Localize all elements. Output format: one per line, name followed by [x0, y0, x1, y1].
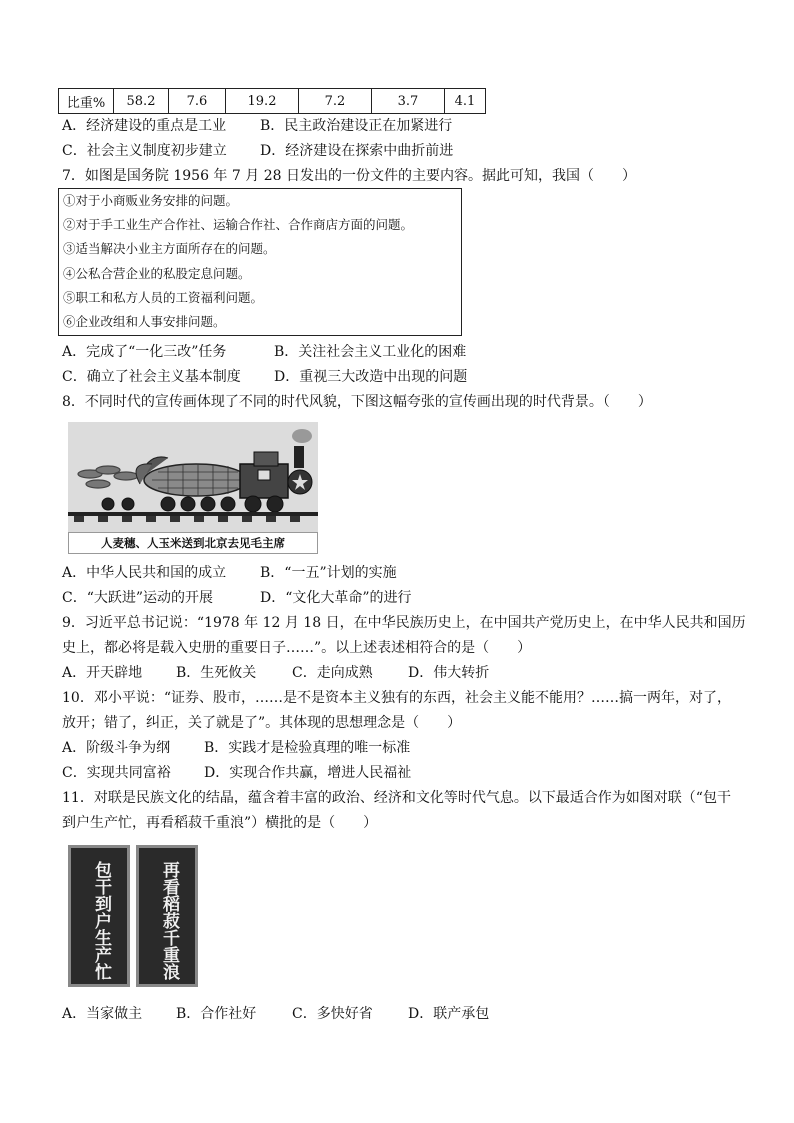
q8-option-c[interactable]: C．“大跃进”运动的开展 [62, 590, 214, 606]
q11-option-d[interactable]: D．联产承包 [408, 1006, 490, 1022]
q10-option-d[interactable]: D．实现合作共赢，增进人民福祉 [204, 765, 412, 781]
q8-options-row1 [62, 563, 397, 583]
table-cell: 7.6 [169, 89, 226, 114]
q8-options-row2 [62, 588, 412, 608]
q6-option-d[interactable]: D．经济建设在探索中曲折前进 [260, 143, 454, 159]
q9-option-a[interactable]: A．开天辟地 [62, 665, 143, 681]
q8-stem: 8．不同时代的宣传画体现了不同的时代风貌，下图这幅夸张的宣传画出现的时代背景。（ ） [62, 394, 652, 410]
q10-options-row2 [62, 763, 411, 783]
couplet-left-scroll [136, 845, 198, 987]
q7-box-item: ⑤职工和私方人员的工资福利问题。 [63, 290, 264, 305]
poster-caption: 人麦穗、人玉米送到北京去见毛主席 [68, 532, 318, 554]
q10-option-b[interactable]: B．实践才是检验真理的唯一标准 [204, 740, 411, 756]
q8-option-b[interactable]: B．“一五”计划的实施 [260, 565, 397, 581]
table-cell: 58.2 [114, 89, 169, 114]
q7-box-item: ③适当解决小业主方面所存在的问题。 [63, 241, 276, 256]
q11-option-c[interactable]: C．多快好省 [292, 1006, 373, 1022]
table-cell: 19.2 [226, 89, 299, 114]
couplet-right-text: 包干到户生产忙 [91, 860, 111, 980]
q9-options-row [62, 663, 489, 683]
q7-option-c[interactable]: C．确立了社会主义基本制度 [62, 369, 241, 385]
q7-option-d[interactable]: D．重视三大改造中出现的问题 [274, 369, 468, 385]
q6-option-a[interactable]: A．经济建设的重点是工业 [62, 118, 227, 134]
q7-stem: 7．如图是国务院 1956 年 7 月 28 日发出的一份文件的主要内容。据此可知，我国（ ） [62, 168, 636, 184]
q9-option-b[interactable]: B．生死攸关 [176, 665, 257, 681]
q10-stem-line1: 10．邓小平说：“证券、股市，……是不是资本主义独有的东西，社会主义能不能用？……搞一两年，对了， [62, 690, 731, 706]
q9-option-d[interactable]: D．伟大转折 [408, 665, 490, 681]
table-cell: 3.7 [372, 89, 445, 114]
q6-options-row1 [62, 116, 452, 136]
q8-option-a[interactable]: A．中华人民共和国的成立 [62, 565, 227, 581]
table-row [59, 89, 486, 114]
q7-options-row2 [62, 367, 467, 387]
q11-stem-line2: 到户生产忙，再看稻菽千重浪”）横批的是（ ） [62, 815, 378, 831]
couplet-right-scroll [68, 845, 130, 987]
q11-options-row [62, 1004, 489, 1024]
q9-stem-line2: 史上，都必将是载入史册的重要日子……”。以上述表述相符合的是（ ） [62, 640, 532, 656]
q11-option-b[interactable]: B．合作社好 [176, 1006, 257, 1022]
q10-stem-line2: 放开；错了，纠正，关了就是了”。其体现的思想理念是（ ） [62, 715, 462, 731]
q6-options-row2 [62, 141, 453, 161]
q10-option-c[interactable]: C．实现共同富裕 [62, 765, 171, 781]
q7-box-item: ⑥企业改组和人事安排问题。 [63, 314, 226, 329]
couplet-left-text: 再看稻菽千重浪 [159, 860, 179, 980]
q9-option-c[interactable]: C．走向成熟 [292, 665, 373, 681]
q10-option-a[interactable]: A．阶级斗争为纲 [62, 740, 171, 756]
table-cell: 4.1 [445, 89, 486, 114]
q7-option-b[interactable]: B．关注社会主义工业化的困难 [274, 344, 467, 360]
q9-stem-line1: 9．习近平总书记说：“1978 年 12 月 18 日，在中华民族历史上，在中国共产党历史上，在中华人民共和国历 [62, 615, 746, 631]
q7-option-a[interactable]: A．完成了“一化三改”任务 [62, 344, 227, 360]
q7-document-box [58, 188, 462, 336]
q7-box-item: ②对于手工业生产合作社、运输合作社、合作商店方面的问题。 [63, 217, 414, 232]
q11-stem-line1: 11．对联是民族文化的结晶，蕴含着丰富的政治、经济和文化等时代气息。以下最适合作为如图对联（“包干 [62, 790, 731, 806]
table-cell: 7.2 [299, 89, 372, 114]
q7-options-row1 [62, 342, 466, 362]
q11-option-a[interactable]: A．当家做主 [62, 1006, 143, 1022]
propaganda-poster-image [68, 422, 318, 554]
q10-options-row1 [62, 738, 410, 758]
q7-box-item: ④公私合营企业的私股定息问题。 [63, 266, 251, 281]
q6-option-c[interactable]: C．社会主义制度初步建立 [62, 143, 227, 159]
q6-option-b[interactable]: B．民主政治建设正在加紧进行 [260, 118, 453, 134]
table-header-cell: 比重% [59, 89, 114, 114]
q8-option-d[interactable]: D．“文化大革命”的进行 [260, 590, 412, 606]
train-illustration [68, 422, 318, 532]
q7-box-item: ①对于小商贩业务安排的问题。 [63, 193, 239, 208]
ratio-table [58, 88, 486, 114]
